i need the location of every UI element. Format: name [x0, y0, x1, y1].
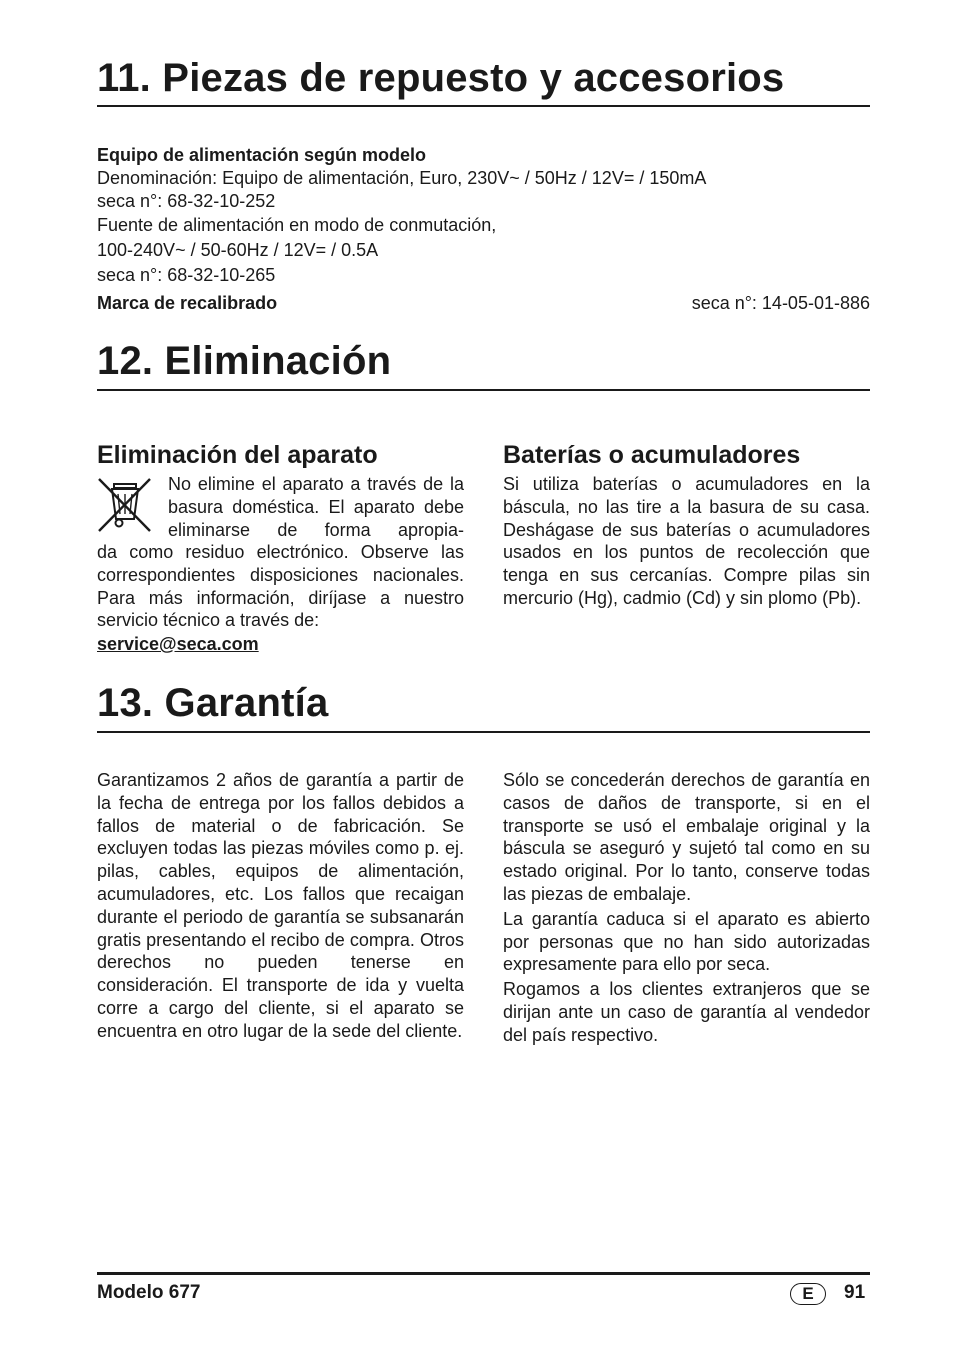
warranty-left-text: Garantizamos 2 años de garantía a partir de la fecha de entrega por los fallos debidos a fallos de material o de fabricación. Se excluyen todas las piezas móviles como p. ej. pilas, cables, equipos de alimentación, acumuladores, etc. Los fallos que recaigan durante el periodo de garantía se subsanarán gratis presentando el recibo de compra. Otros derechos no pueden tenerse en consideración. El transporte de ida y vuelta corre a cargo del cliente, si el aparato se encuentra en otro lugar de la sede del cliente.	[97, 770, 464, 1041]
power-supply-line: seca n°: 68-32-10-265	[97, 265, 276, 285]
section-12-title: 12. Eliminación	[97, 339, 392, 383]
service-email-link[interactable]: service@seca.com	[97, 634, 259, 654]
power-supply-heading: Equipo de alimentación según modelo	[97, 145, 427, 165]
section-13-rule	[97, 731, 870, 733]
recalibration-label: Marca de recalibrado	[97, 293, 278, 313]
disposal-text-wrap: No elimine el aparato a través de la basura doméstica. El aparato debe eliminarse de forma apropia-	[168, 474, 464, 540]
section-13-title: 13. Garantía	[97, 681, 329, 725]
batteries-heading: Baterías o acumuladores	[503, 441, 801, 469]
page-number: 91	[844, 1282, 866, 1303]
warranty-paragraph: Sólo se concederán derechos de garantía en casos de daños de transporte, si en el transporte se usó el embalaje original y la báscula se aseguró y sujetó tal como en su estado original. Por lo tanto, conserve todas las piezas de embalaje.	[503, 770, 870, 904]
batteries-text: Si utiliza baterías o acumuladores en la báscula, no las tire a la basura de su casa. Deshágase de sus baterías o acumuladores usados en los puntos de recolección que tenga en sus cercanías. Compre pilas sin mercurio (Hg), cadmio (Cd) y sin plomo (Pb).	[503, 474, 870, 608]
disposal-text: da como residuo electrónico. Observe las correspondientes disposiciones nacionales. Para más información, diríjase a nuestro servicio técnico a través de:	[97, 542, 464, 631]
section-12-rule	[97, 389, 870, 391]
power-supply-line: seca n°: 68-32-10-252	[97, 191, 276, 211]
section-11-rule	[97, 105, 870, 107]
warranty-paragraph: Rogamos a los clientes extranjeros que se dirijan ante un caso de garantía al vendedor del país respectivo.	[503, 979, 870, 1045]
footer-model: Modelo 677	[97, 1282, 201, 1303]
section-11-title: 11. Piezas de repuesto y accesorios	[97, 56, 785, 100]
power-supply-line: 100-240V~ / 50-60Hz / 12V= / 0.5A	[97, 240, 379, 260]
power-supply-line: Denominación: Equipo de alimentación, Euro, 230V~ / 50Hz / 12V= / 150mA	[97, 168, 707, 188]
recalibration-value: seca n°: 14-05-01-886	[691, 293, 870, 313]
power-supply-line: Fuente de alimentación en modo de conmutación,	[97, 215, 497, 235]
crossed-out-wheelie-bin-icon	[97, 476, 152, 534]
warranty-right-column	[503, 769, 870, 1047]
language-badge	[790, 1283, 826, 1305]
language-code: E	[790, 1283, 826, 1305]
footer-rule	[97, 1272, 870, 1275]
disposal-heading: Eliminación del aparato	[97, 441, 378, 469]
warranty-paragraph: La garantía caduca si el aparato es abierto por personas que no han sido autorizadas expresamente para ello por seca.	[503, 908, 870, 975]
